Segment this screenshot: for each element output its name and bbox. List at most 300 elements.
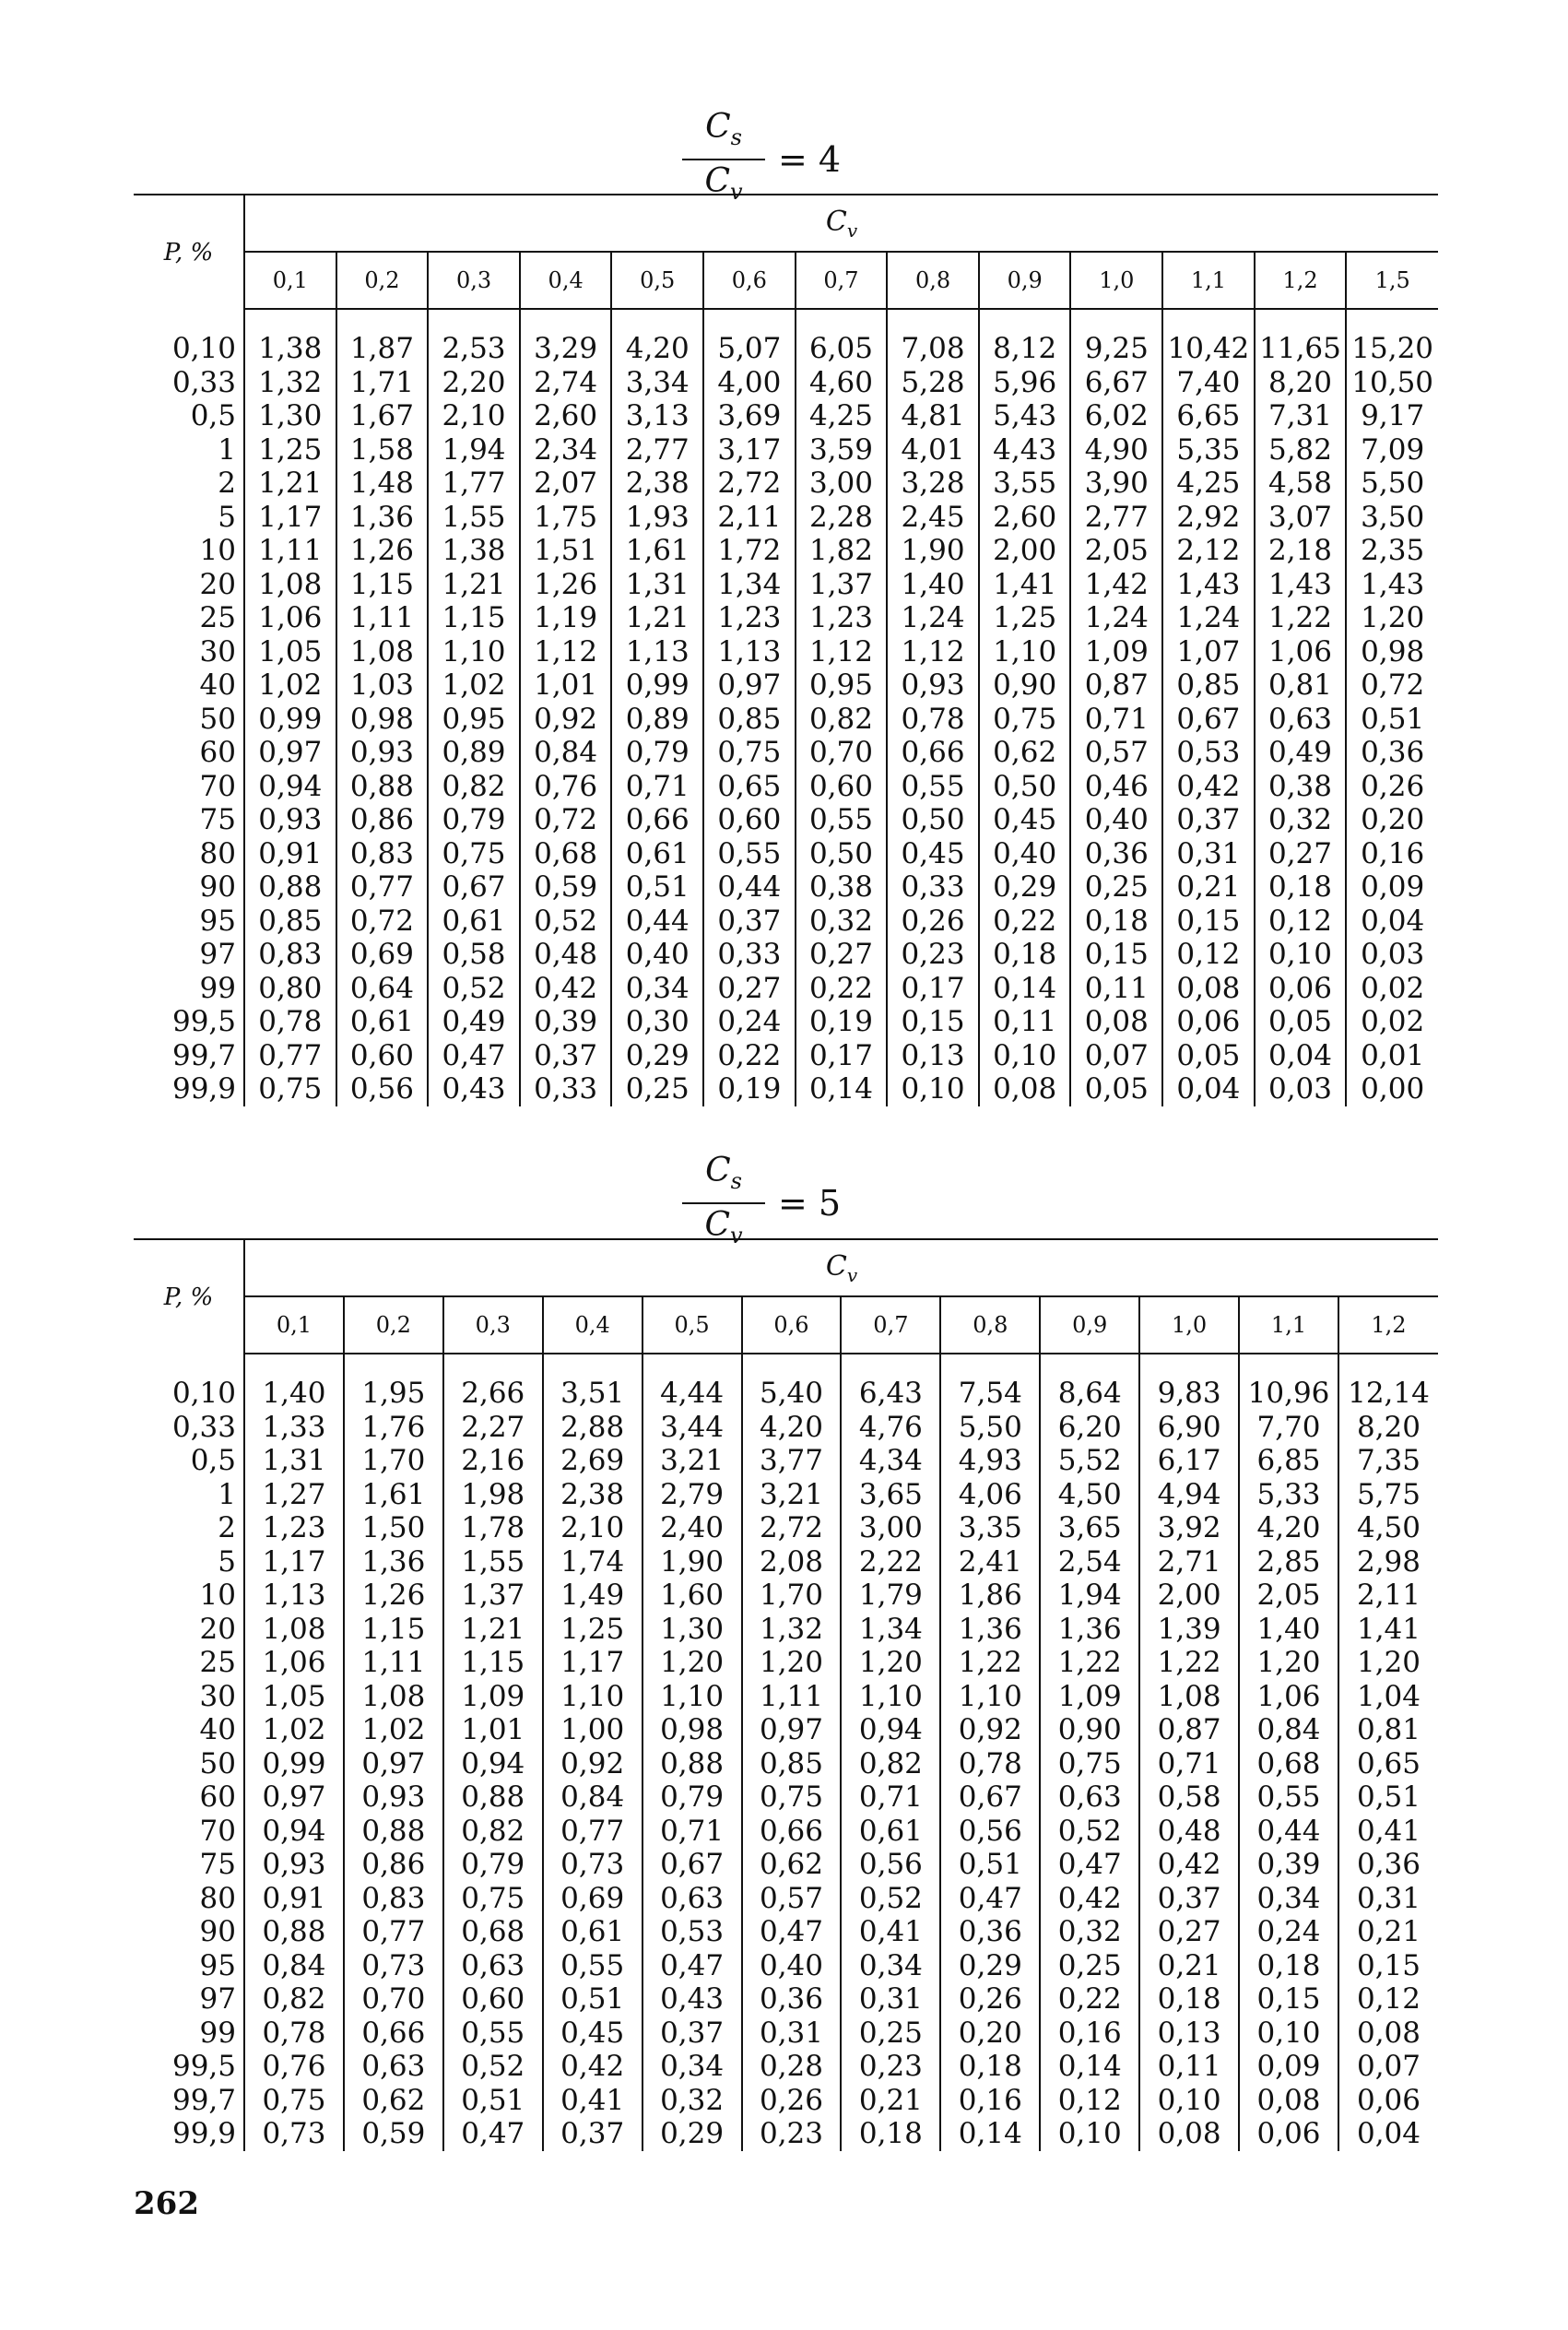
value-cell: 8,12: [979, 332, 1071, 366]
value-cell: 0,51: [611, 870, 703, 905]
cv-column-header: 0,4: [543, 1296, 643, 1354]
value-cell: 0,75: [742, 1780, 842, 1815]
value-cell: 1,22: [940, 1646, 1040, 1680]
value-cell: 0,14: [1040, 2050, 1139, 2084]
value-cell: 0,63: [643, 1882, 742, 1916]
value-cell: 4,90: [1070, 433, 1162, 467]
value-cell: 1,20: [1338, 1646, 1438, 1680]
value-cell: 4,93: [940, 1444, 1040, 1478]
table-row: [134, 1005, 1438, 1039]
table-row: [134, 568, 1438, 602]
value-cell: 0,43: [428, 1072, 520, 1106]
table-row: [134, 1039, 1438, 1073]
cv-column-header: 0,8: [940, 1296, 1040, 1354]
value-cell: 0,71: [1070, 703, 1162, 737]
value-cell: 6,67: [1070, 366, 1162, 400]
value-cell: 0,55: [1239, 1780, 1338, 1815]
value-cell: 0,36: [1070, 837, 1162, 871]
value-cell: 5,43: [979, 399, 1071, 433]
value-cell: 0,42: [520, 972, 612, 1006]
table-row: [134, 870, 1438, 905]
value-cell: 10,96: [1239, 1377, 1338, 1411]
value-cell: 0,97: [262, 1780, 326, 1814]
value-cell: 0,18: [1255, 870, 1347, 905]
value-cell: 5,28: [887, 366, 979, 400]
value-cell: 0,99: [262, 1746, 326, 1780]
value-cell: 0,75: [258, 1072, 323, 1106]
value-cell: 0,02: [1346, 972, 1438, 1006]
probability-cell: 99: [134, 972, 244, 1006]
value-cell: 1,71: [336, 366, 429, 400]
value-cell: 0,58: [1139, 1780, 1239, 1815]
value-cell: 0,56: [336, 1072, 429, 1106]
table-row: [134, 1444, 1438, 1478]
value-cell: 0,38: [1255, 770, 1347, 804]
coefficient-table-1: [134, 194, 1438, 1106]
value-cell: 0,15: [1162, 905, 1255, 939]
value-cell: 1,01: [443, 1713, 543, 1747]
value-cell: 0,68: [520, 837, 612, 871]
value-cell: 3,29: [520, 332, 612, 366]
value-cell: 2,88: [543, 1411, 643, 1445]
value-cell: 0,05: [1255, 1005, 1347, 1039]
value-cell: 0,41: [841, 1915, 940, 1949]
value-cell: 0,40: [742, 1949, 842, 1983]
table-row: [134, 770, 1438, 804]
value-cell: 0,36: [1346, 736, 1438, 770]
value-cell: 2,85: [1239, 1545, 1338, 1579]
value-cell: 1,03: [336, 668, 429, 703]
probability-cell: 0,10: [134, 332, 244, 366]
value-cell: 0,72: [336, 905, 429, 939]
value-cell: 1,11: [344, 1646, 443, 1680]
value-cell: 0,63: [1255, 703, 1347, 737]
value-cell: 0,10: [1040, 2117, 1139, 2151]
table-row: [134, 1982, 1438, 2017]
value-cell: 0,27: [703, 972, 796, 1006]
value-cell: 0,53: [643, 1915, 742, 1949]
value-cell: 4,44: [643, 1377, 742, 1411]
value-cell: 1,93: [611, 501, 703, 535]
value-cell: 0,55: [443, 2017, 543, 2051]
value-cell: 0,89: [428, 736, 520, 770]
value-cell: 0,37: [703, 905, 796, 939]
value-cell: 8,20: [1255, 366, 1347, 400]
value-cell: 1,60: [643, 1579, 742, 1613]
value-cell: 0,94: [258, 769, 323, 803]
value-cell: 1,41: [1338, 1613, 1438, 1647]
probability-cell: 20: [134, 568, 244, 602]
value-cell: 0,31: [1162, 837, 1255, 871]
value-cell: 0,14: [979, 972, 1071, 1006]
probability-cell: 30: [134, 635, 244, 669]
value-cell: 0,83: [258, 938, 323, 971]
value-cell: 1,98: [443, 1478, 543, 1512]
probability-cell: 70: [134, 770, 244, 804]
value-cell: 0,59: [344, 2117, 443, 2151]
spacer-cell: [1040, 1354, 1139, 1377]
value-cell: 4,20: [742, 1411, 842, 1445]
value-cell: 0,30: [611, 1005, 703, 1039]
value-cell: 0,85: [742, 1747, 842, 1781]
value-cell: 0,49: [428, 1005, 520, 1039]
value-cell: 0,90: [979, 668, 1071, 703]
value-cell: 0,88: [344, 1815, 443, 1849]
table-row: [134, 501, 1438, 535]
value-cell: 0,79: [443, 1848, 543, 1882]
value-cell: 0,98: [336, 703, 429, 737]
value-cell: 0,72: [1346, 668, 1438, 703]
value-cell: 4,81: [887, 399, 979, 433]
cv-column-header: 1,0: [1070, 252, 1162, 309]
table-row: [134, 1882, 1438, 1916]
probability-cell: 60: [134, 1780, 244, 1815]
value-cell: 1,76: [344, 1411, 443, 1445]
value-cell: 2,10: [428, 399, 520, 433]
value-cell: 0,29: [611, 1039, 703, 1073]
value-cell: 0,68: [1239, 1747, 1338, 1781]
value-cell: 0,13: [1139, 2017, 1239, 2051]
fraction-bar: [682, 1202, 765, 1204]
value-cell: 0,04: [1162, 1072, 1255, 1106]
value-cell: 2,27: [443, 1411, 543, 1445]
spacer-cell: [244, 1354, 344, 1377]
value-cell: 0,60: [443, 1982, 543, 2017]
value-cell: 1,79: [841, 1579, 940, 1613]
value-cell: 2,22: [841, 1545, 940, 1579]
value-cell: 0,78: [258, 1005, 323, 1038]
value-cell: 1,11: [336, 601, 429, 635]
value-cell: 1,23: [796, 601, 888, 635]
value-cell: 7,08: [887, 332, 979, 366]
value-cell: 6,20: [1040, 1411, 1139, 1445]
value-cell: 0,42: [1040, 1882, 1139, 1916]
value-cell: 0,84: [262, 1948, 326, 1982]
value-cell: 1,86: [940, 1579, 1040, 1613]
value-cell: 0,63: [344, 2050, 443, 2084]
cv-column-header: 0,1: [244, 252, 336, 309]
cv-column-header: 1,1: [1239, 1296, 1338, 1354]
value-cell: 0,83: [336, 837, 429, 871]
value-cell: 2,54: [1040, 1545, 1139, 1579]
value-cell: 2,60: [520, 399, 612, 433]
value-cell: 1,30: [643, 1613, 742, 1647]
value-cell: 1,61: [611, 534, 703, 568]
value-cell: 4,20: [1239, 1511, 1338, 1545]
value-cell: 0,71: [643, 1815, 742, 1849]
value-cell: 0,93: [887, 668, 979, 703]
value-cell: 0,19: [703, 1072, 796, 1106]
value-cell: 1,50: [344, 1511, 443, 1545]
value-cell: 0,60: [336, 1039, 429, 1073]
value-cell: 0,62: [742, 1848, 842, 1882]
value-cell: 0,02: [1346, 1005, 1438, 1039]
cv-column-header: 0,1: [244, 1296, 344, 1354]
value-cell: 0,57: [742, 1882, 842, 1916]
value-cell: 1,05: [258, 634, 323, 668]
value-cell: 0,47: [742, 1915, 842, 1949]
value-cell: 1,05: [262, 1679, 326, 1713]
value-cell: 1,90: [887, 534, 979, 568]
table-row: [134, 1478, 1438, 1512]
cv-column-header: 0,5: [611, 252, 703, 309]
value-cell: 0,24: [1239, 1915, 1338, 1949]
value-cell: 4,01: [887, 433, 979, 467]
value-cell: 1,20: [1346, 601, 1438, 635]
value-cell: 3,55: [979, 467, 1071, 501]
value-cell: 1,43: [1346, 568, 1438, 602]
value-cell: 0,47: [443, 2117, 543, 2151]
probability-cell: 80: [134, 837, 244, 871]
value-cell: 0,73: [262, 2117, 326, 2150]
table-row: [134, 1377, 1438, 1411]
value-cell: 0,71: [841, 1780, 940, 1815]
value-cell: 0,06: [1338, 2084, 1438, 2118]
value-cell: 1,72: [703, 534, 796, 568]
spacer-cell: [1346, 309, 1438, 332]
value-cell: 1,15: [336, 568, 429, 602]
probability-cell: 10: [134, 1579, 244, 1613]
spacer-cell: [1162, 309, 1255, 332]
value-cell: 0,37: [543, 2117, 643, 2151]
probability-cell: 30: [134, 1680, 244, 1714]
value-cell: 0,92: [520, 703, 612, 737]
value-cell: 0,52: [841, 1882, 940, 1916]
value-cell: 1,08: [336, 635, 429, 669]
value-cell: 0,46: [1070, 770, 1162, 804]
value-cell: 0,61: [428, 905, 520, 939]
value-cell: 0,67: [940, 1780, 1040, 1815]
value-cell: 0,82: [443, 1815, 543, 1849]
value-cell: 2,60: [979, 501, 1071, 535]
value-cell: 1,40: [1239, 1613, 1338, 1647]
value-cell: 0,40: [611, 938, 703, 972]
value-cell: 0,52: [443, 2050, 543, 2084]
value-cell: 0,03: [1346, 938, 1438, 972]
value-cell: 12,14: [1338, 1377, 1438, 1411]
value-cell: 0,98: [643, 1713, 742, 1747]
value-cell: 0,10: [887, 1072, 979, 1106]
value-cell: 0,16: [1346, 837, 1438, 871]
probability-cell: 70: [134, 1815, 244, 1849]
value-cell: 0,10: [1139, 2084, 1239, 2118]
value-cell: 0,15: [1338, 1949, 1438, 1983]
value-cell: 5,33: [1239, 1478, 1338, 1512]
value-cell: 0,26: [940, 1982, 1040, 2017]
value-cell: 0,75: [703, 736, 796, 770]
value-cell: 0,49: [1255, 736, 1347, 770]
value-cell: 0,48: [1139, 1815, 1239, 1849]
value-cell: 0,34: [611, 972, 703, 1006]
value-cell: 4,25: [796, 399, 888, 433]
value-cell: 6,17: [1139, 1444, 1239, 1478]
value-cell: 0,79: [643, 1780, 742, 1815]
value-cell: 1,22: [1255, 601, 1347, 635]
probability-cell: 90: [134, 1915, 244, 1949]
value-cell: 0,67: [643, 1848, 742, 1882]
value-cell: 5,96: [979, 366, 1071, 400]
value-cell: 1,02: [258, 668, 323, 702]
value-cell: 0,94: [841, 1713, 940, 1747]
value-cell: 15,20: [1346, 332, 1438, 366]
probability-cell: 99,9: [134, 2117, 244, 2151]
value-cell: 0,28: [742, 2050, 842, 2084]
table-row: [134, 467, 1438, 501]
value-cell: 0,18: [1070, 905, 1162, 939]
value-cell: 0,84: [543, 1780, 643, 1815]
value-cell: 0,22: [979, 905, 1071, 939]
value-cell: 1,40: [887, 568, 979, 602]
value-cell: 0,61: [543, 1915, 643, 1949]
value-cell: 0,40: [979, 837, 1071, 871]
value-cell: 1,58: [336, 433, 429, 467]
cv-column-header: 0,7: [796, 252, 888, 309]
value-cell: 0,13: [887, 1039, 979, 1073]
probability-cell: 0,5: [134, 399, 244, 433]
value-cell: 0,08: [1070, 1005, 1162, 1039]
value-cell: 1,22: [1139, 1646, 1239, 1680]
probability-cell: 99,7: [134, 1039, 244, 1073]
value-cell: 0,71: [611, 770, 703, 804]
value-cell: 11,65: [1255, 332, 1347, 366]
value-cell: 2,72: [742, 1511, 842, 1545]
cv-column-header: 0,9: [1040, 1296, 1139, 1354]
value-cell: 1,82: [796, 534, 888, 568]
value-cell: 3,17: [703, 433, 796, 467]
value-cell: 0,23: [887, 938, 979, 972]
value-cell: 0,42: [1162, 770, 1255, 804]
probability-cell: 25: [134, 1646, 244, 1680]
value-cell: 5,35: [1162, 433, 1255, 467]
value-cell: 0,73: [543, 1848, 643, 1882]
value-cell: 2,00: [979, 534, 1071, 568]
value-cell: 0,94: [262, 1814, 326, 1848]
table-row: [134, 972, 1438, 1006]
value-cell: 0,07: [1338, 2050, 1438, 2084]
spacer-cell: [520, 309, 612, 332]
value-cell: 0,98: [1346, 635, 1438, 669]
value-cell: 0,10: [979, 1039, 1071, 1073]
value-cell: 2,16: [443, 1444, 543, 1478]
value-cell: 1,34: [703, 568, 796, 602]
value-cell: 0,08: [979, 1072, 1071, 1106]
value-cell: 0,97: [742, 1713, 842, 1747]
value-cell: 4,25: [1162, 467, 1255, 501]
value-cell: 0,27: [1139, 1915, 1239, 1949]
value-cell: 0,55: [543, 1949, 643, 1983]
value-cell: 0,51: [443, 2084, 543, 2118]
value-cell: 4,00: [703, 366, 796, 400]
value-cell: 0,93: [258, 803, 323, 836]
value-cell: 0,51: [543, 1982, 643, 2017]
value-cell: 0,51: [940, 1848, 1040, 1882]
value-cell: 1,90: [643, 1545, 742, 1579]
value-cell: 7,09: [1346, 433, 1438, 467]
spacer-cell: [796, 309, 888, 332]
value-cell: 1,12: [887, 635, 979, 669]
probability-cell: 0,5: [134, 1444, 244, 1478]
value-cell: 0,52: [428, 972, 520, 1006]
value-cell: 0,26: [887, 905, 979, 939]
value-cell: 4,43: [979, 433, 1071, 467]
value-cell: 1,74: [543, 1545, 643, 1579]
value-cell: 2,05: [1239, 1579, 1338, 1613]
value-cell: 0,18: [940, 2050, 1040, 2084]
value-cell: 0,68: [443, 1915, 543, 1949]
value-cell: 1,17: [258, 500, 323, 534]
value-cell: 0,25: [611, 1072, 703, 1106]
value-cell: 1,32: [742, 1613, 842, 1647]
table-row: [134, 2084, 1438, 2118]
value-cell: 10,50: [1346, 366, 1438, 400]
fraction-bar: [682, 159, 765, 160]
table-row: [134, 601, 1438, 635]
value-cell: 1,06: [1239, 1680, 1338, 1714]
value-cell: 0,47: [428, 1039, 520, 1073]
value-cell: 3,59: [796, 433, 888, 467]
value-cell: 1,20: [1239, 1646, 1338, 1680]
value-cell: 1,07: [1162, 635, 1255, 669]
table-row: [134, 736, 1438, 770]
value-cell: 1,36: [1040, 1613, 1139, 1647]
value-cell: 0,88: [258, 870, 323, 904]
value-cell: 1,21: [443, 1613, 543, 1647]
value-cell: 1,20: [742, 1646, 842, 1680]
probability-cell: 1: [134, 1478, 244, 1512]
value-cell: 0,92: [543, 1747, 643, 1781]
value-cell: 2,77: [611, 433, 703, 467]
probability-cell: 90: [134, 870, 244, 905]
value-cell: 0,73: [344, 1949, 443, 1983]
value-cell: 4,50: [1338, 1511, 1438, 1545]
value-cell: 5,07: [703, 332, 796, 366]
value-cell: 2,38: [543, 1478, 643, 1512]
cv-column-header: 0,3: [428, 252, 520, 309]
probability-cell: 2: [134, 1511, 244, 1545]
value-cell: 1,49: [543, 1579, 643, 1613]
cv-column-header: 0,4: [520, 252, 612, 309]
value-cell: 1,08: [344, 1680, 443, 1714]
value-cell: 0,86: [344, 1848, 443, 1882]
probability-cell: 50: [134, 1747, 244, 1781]
spacer-cell: [643, 1354, 742, 1377]
value-cell: 0,26: [1346, 770, 1438, 804]
value-cell: 0,32: [643, 2084, 742, 2118]
value-cell: 1,00: [543, 1713, 643, 1747]
value-cell: 8,20: [1338, 1411, 1438, 1445]
value-cell: 1,15: [428, 601, 520, 635]
value-cell: 0,17: [887, 972, 979, 1006]
value-cell: 1,32: [258, 365, 323, 399]
table-row: [134, 2017, 1438, 2051]
value-cell: 2,11: [1338, 1579, 1438, 1613]
value-cell: 1,08: [262, 1612, 326, 1646]
value-cell: 0,61: [336, 1005, 429, 1039]
probability-cell: 40: [134, 1713, 244, 1747]
value-cell: 1,37: [443, 1579, 543, 1613]
value-cell: 1,40: [262, 1377, 326, 1410]
ratio-value: = 4: [778, 139, 842, 181]
value-cell: 1,02: [344, 1713, 443, 1747]
value-cell: 0,97: [703, 668, 796, 703]
value-cell: 0,77: [336, 870, 429, 905]
value-cell: 2,11: [703, 501, 796, 535]
value-cell: 0,29: [643, 2117, 742, 2151]
value-cell: 0,23: [841, 2050, 940, 2084]
value-cell: 0,93: [262, 1848, 326, 1881]
spacer-cell: [940, 1354, 1040, 1377]
value-cell: 0,25: [841, 2017, 940, 2051]
